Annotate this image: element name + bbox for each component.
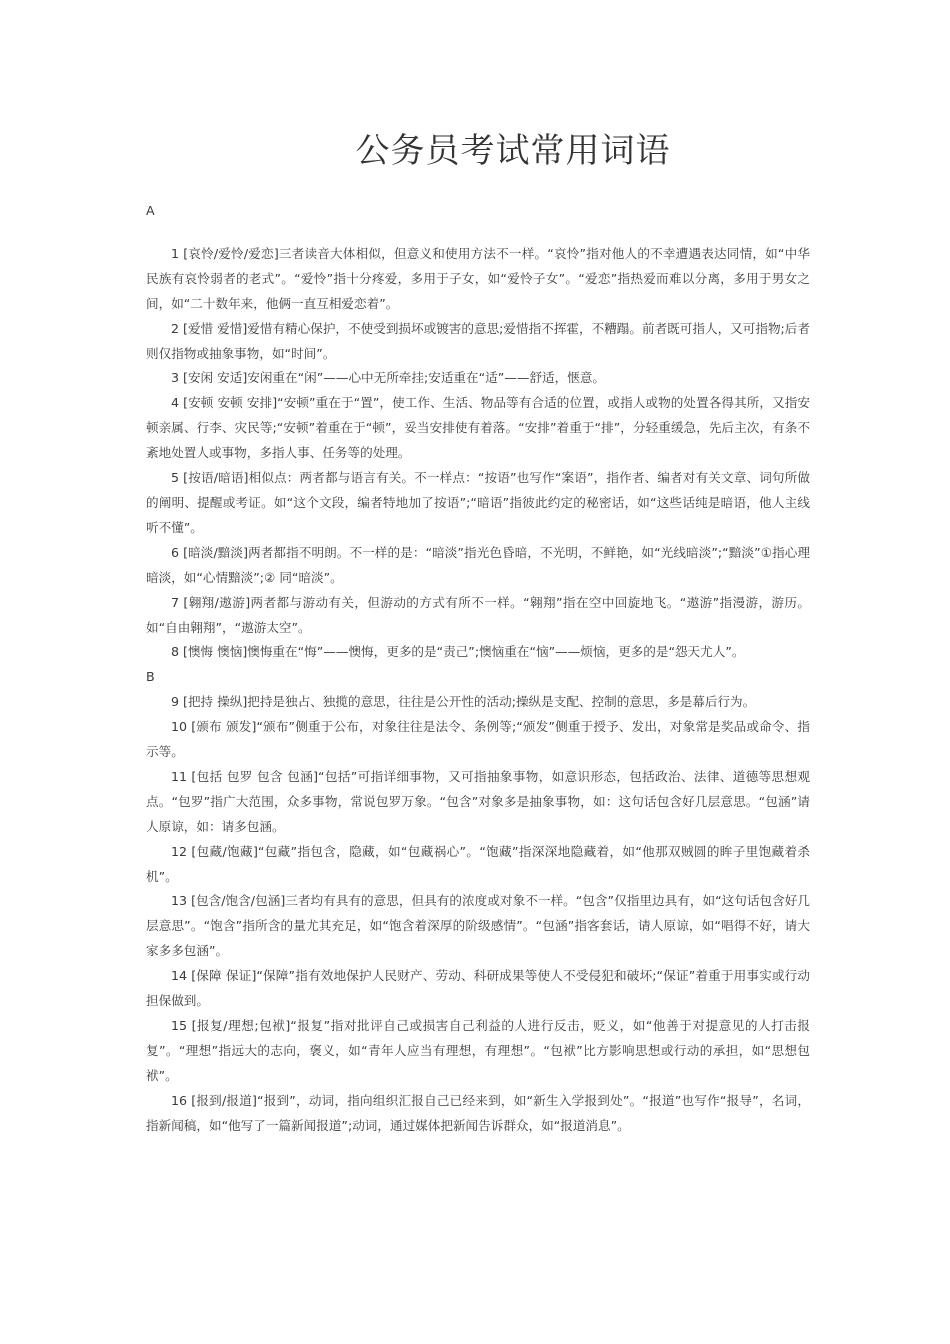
entry-number: 13 bbox=[171, 893, 188, 909]
entry-number: 16 bbox=[171, 1092, 188, 1108]
entry-text: [包藏/饱藏]“包藏”指包含，隐藏，如“包藏祸心”。“饱藏”指深深地隐藏着，如“他那双贼圆的眸子里饱藏着杀机”。 bbox=[146, 843, 810, 884]
entries-list bbox=[146, 199, 810, 1139]
entry-text: [把持 操纵]把持是独占、独揽的意思，往往是公开性的活动;操纵是支配、控制的意思，多是幕后行为。 bbox=[183, 694, 756, 710]
entry-text: [哀怜/爱怜/爱恋]三者读音大体相似，但意义和使用方法不一样。“哀怜”指对他人的不幸遭遇表达同情，如“中华民族有哀怜弱者的老式”。“爱怜”指十分疼爱，多用于子女，如“爱怜子女”。“爱恋”指热爱而难以分离，多用于男女之间，如“二十数年来，他俩一直互相爱恋着”。 bbox=[146, 245, 810, 311]
entry-number: 10 bbox=[171, 719, 188, 735]
entry-text: [暗淡/黯淡]两者都指不明朗。不一样的是：“暗淡”指光色昏暗，不光明，不鲜艳，如“光线暗淡”;“黯淡”①指心理暗淡，如“心情黯淡”;② 同“暗淡”。 bbox=[146, 544, 811, 585]
section-letter-a: A bbox=[146, 203, 155, 218]
entry-text: [爱惜 爱惜]爱惜有精心保护，不使受到损坏或镀害的意思;爱惜指不挥霍，不糟蹋。前者既可指人，又可指物;后者则仅指物或抽象事物，如“时间”。 bbox=[146, 320, 810, 361]
entry-text: [保障 保证]“保障”指有效地保护人民财产、劳动、科研成果等使人不受侵犯和破坏;“保证”着重于用事实或行动担保做到。 bbox=[146, 968, 810, 1009]
section-letter-b: B bbox=[146, 669, 155, 685]
entry-number: 12 bbox=[171, 843, 188, 859]
entry-12 bbox=[146, 840, 810, 890]
entry-text: [按语/暗语]相似点：两者都与语言有关。不一样点：“按语”也写作“案语”，指作者、编者对有关文章、词句所做的阐明、提醒或考证。如“这个文段，编者特地加了按语”;“暗语”指彼此约定的秘密话，如“这些话纯是暗语，他人主线听不懂”。 bbox=[146, 470, 810, 535]
entry-text: [翱翔/遨游]两者都与游动有关，但游动的方式有所不一样。“翱翔”指在空中回旋地飞。“遨游”指漫游，游历。如“自由翱翔”，“遨游太空”。 bbox=[146, 594, 810, 635]
entry-11 bbox=[146, 765, 810, 840]
entry-4 bbox=[146, 391, 810, 466]
entry-text: [安顿 安顿 安排]“安顿”重在于“置”，使工作、生活、物品等有合适的位置，或指人或物的处置各得其所，又指安顿亲属、行李、灾民等;“安顿”着重在于“顿”，妥当安排使有着落。“安排”着重于“排”，分轻重缓急，先后主次，有条不紊地处置人或事物，多指人事、任务等的处理。 bbox=[146, 395, 810, 461]
entry-number: 8 bbox=[171, 644, 180, 660]
entry-13 bbox=[146, 889, 810, 964]
entry-number: 7 bbox=[171, 594, 180, 610]
entry-number: 1 bbox=[171, 245, 180, 261]
entry-5 bbox=[146, 466, 810, 541]
entry-text: [包含/饱含/包涵]三者均有具有的意思，但具有的浓度或对象不一样。“包含”仅指里边具有，如“这句话包含好几层意思”。“饱含”指所含的量尤其充足，如“饱含着深厚的阶级感情”。“包涵”指客套话，请人原谅，如“唱得不好，请大家多多包涵”。 bbox=[146, 893, 810, 959]
entry-number: 2 bbox=[171, 320, 180, 336]
document-title: 公务员考试常用词语 bbox=[355, 131, 671, 171]
entry-1 bbox=[146, 242, 810, 317]
entry-2 bbox=[146, 317, 810, 367]
entry-10 bbox=[146, 715, 810, 765]
entry-number: 6 bbox=[171, 544, 180, 560]
entry-text: [包括 包罗 包含 包涵]“包括”可指详细事物，又可指抽象事物，如意识形态，包括政治、法律、道德等思想观点。“包罗”指广大范围，众多事物，常说包罗万象。“包含”对象多是抽象事物，如：这句话包含好几层意思。“包涵”请人原谅，如：请多包涵。 bbox=[146, 768, 810, 834]
entry-number: 3 bbox=[171, 370, 180, 386]
entry-text: [颁布 颁发]“颁布”侧重于公布，对象往往是法令、条例等;“颁发”侧重于授予、发出，对象常是奖品或命令、指示等。 bbox=[146, 719, 810, 760]
entry-16 bbox=[146, 1089, 810, 1139]
entry-6 bbox=[146, 541, 810, 591]
entry-number: 5 bbox=[171, 470, 180, 486]
entry-text: [报复/理想;包袱]“报复”指对批评自己或损害自己利益的人进行反击，贬义，如“他善于对提意见的人打击报复”。“理想”指远大的志向，褒义，如“青年人应当有理想，有理想”。“包袱”比方影响思想或行动的承担，如“思想包袱”。 bbox=[146, 1018, 810, 1083]
entry-14 bbox=[146, 964, 810, 1014]
entry-text: [安闲 安适]安闲重在“闲”——心中无所牵挂;安适重在“适”——舒适，惬意。 bbox=[183, 370, 606, 386]
entry-number: 4 bbox=[171, 395, 180, 411]
entry-15 bbox=[146, 1014, 810, 1089]
entry-7 bbox=[146, 591, 810, 641]
entry-9 bbox=[146, 690, 810, 715]
entry-number: 15 bbox=[171, 1018, 188, 1033]
entry-8 bbox=[146, 640, 810, 665]
entry-number: 9 bbox=[171, 694, 180, 710]
entry-text: [报到/报道]“报到”，动词，指向组织汇报自己已经来到，如“新生入学报到处”。“报道”也写作“报导”，名词，指新闻稿，如“他写了一篇新闻报道”;动词，通过媒体把新闻告诉群众，如“报道消息”。 bbox=[146, 1092, 810, 1133]
entry-text: [懊悔 懊恼]懊悔重在“悔”——懊悔，更多的是“责己”;懊恼重在“恼”——烦恼，更多的是“怨天尤人”。 bbox=[183, 644, 745, 660]
entry-number: 11 bbox=[171, 768, 188, 784]
document-page bbox=[146, 0, 810, 1139]
entry-number: 14 bbox=[171, 968, 188, 984]
entry-3 bbox=[146, 366, 810, 391]
